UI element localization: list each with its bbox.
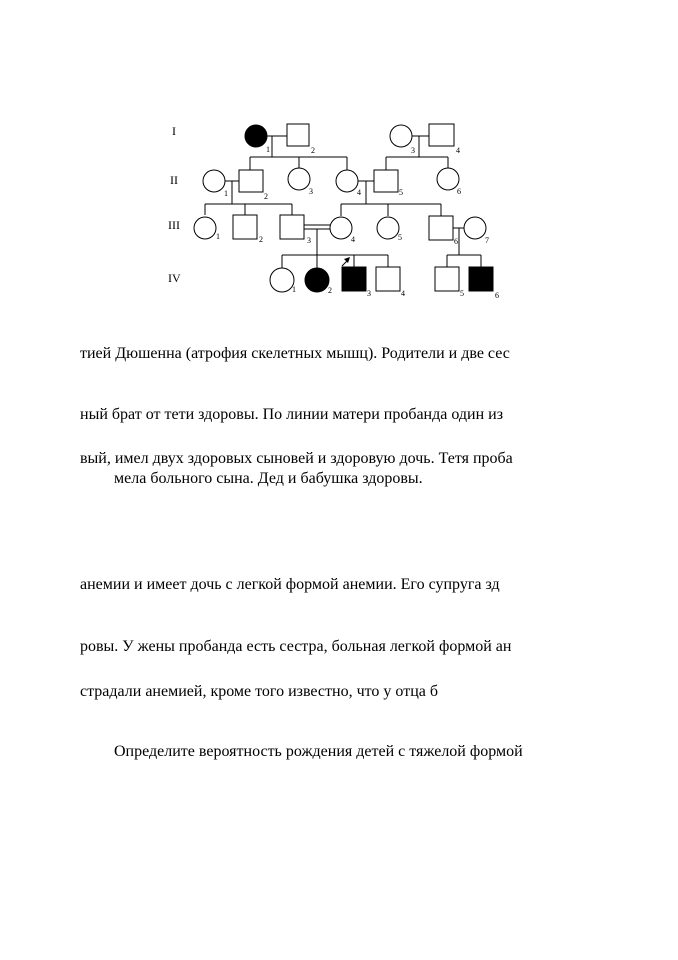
individual-II-5-male bbox=[374, 170, 398, 192]
number-II-1: 1 bbox=[224, 189, 228, 198]
number-I-3: 3 bbox=[411, 146, 415, 155]
individual-III-3-male bbox=[280, 215, 304, 239]
text-line-1: тией Дюшенна (атрофия скелетных мышц). Родители и две сес bbox=[80, 345, 510, 362]
number-IV-3: 3 bbox=[367, 289, 371, 298]
individual-I-3-female bbox=[390, 125, 412, 147]
number-III-2: 2 bbox=[259, 235, 263, 244]
number-II-3: 3 bbox=[309, 187, 313, 196]
number-II-2: 2 bbox=[264, 192, 268, 201]
text-line-7: страдали анемией, кроме того известно, что у отца б bbox=[80, 683, 438, 700]
number-IV-2: 2 bbox=[328, 286, 332, 295]
individual-III-1-female bbox=[194, 217, 216, 239]
individual-IV-6-affected-male bbox=[469, 267, 493, 291]
number-III-4: 4 bbox=[351, 235, 355, 244]
number-II-5: 5 bbox=[399, 188, 403, 197]
proband-arrowhead bbox=[344, 257, 350, 263]
individual-II-6-female bbox=[437, 168, 459, 190]
text-line-5: анемии и имеет дочь с легкой формой анемии. Его супруга зд bbox=[80, 576, 500, 593]
individual-I-4-male bbox=[429, 124, 454, 146]
number-II-6: 6 bbox=[457, 187, 461, 196]
text-line-6: ровы. У жены пробанда есть сестра, больная легкой формой ан bbox=[80, 638, 512, 655]
number-II-4: 4 bbox=[357, 188, 361, 197]
number-I-2: 2 bbox=[311, 146, 315, 155]
individual-II-2-male bbox=[239, 170, 263, 192]
text-line-8: Определите вероятность рождения детей с тяжелой формой bbox=[114, 743, 523, 760]
number-I-1: 1 bbox=[266, 145, 270, 154]
generation-label-II: II bbox=[170, 173, 178, 187]
number-IV-5: 5 bbox=[460, 289, 464, 298]
individual-III-6-male bbox=[429, 216, 453, 240]
individual-III-4-female bbox=[330, 217, 352, 239]
individual-I-2-male bbox=[287, 124, 309, 146]
text-line-3: вый, имел двух здоровых сыновей и здоровую дочь. Тетя проба bbox=[80, 450, 513, 467]
number-I-4: 4 bbox=[456, 146, 460, 155]
number-IV-6: 6 bbox=[495, 291, 499, 300]
individual-IV-3-affected-male-proband bbox=[342, 267, 366, 291]
number-III-6: 6 bbox=[454, 237, 458, 246]
generation-label-IV: IV bbox=[168, 271, 181, 285]
individual-III-7-female bbox=[464, 217, 486, 239]
individual-II-3-female bbox=[288, 168, 310, 190]
individual-III-5-female bbox=[377, 217, 399, 239]
text-line-4: мела больного сына. Дед и бабушка здоровы. bbox=[114, 470, 423, 487]
number-IV-4: 4 bbox=[401, 289, 405, 298]
number-III-1: 1 bbox=[216, 232, 220, 241]
generation-label-III: III bbox=[168, 218, 180, 232]
individual-IV-4-male bbox=[376, 267, 400, 291]
individual-I-1-affected-female bbox=[245, 125, 267, 147]
individual-II-1-female bbox=[203, 170, 225, 192]
individual-IV-1-female bbox=[270, 268, 294, 292]
number-III-3: 3 bbox=[307, 236, 311, 245]
number-IV-1: 1 bbox=[292, 285, 296, 294]
individual-II-4-female bbox=[336, 170, 358, 192]
number-III-7: 7 bbox=[485, 236, 489, 245]
text-line-2: ный брат от тети здоровы. По линии матери пробанда один из bbox=[80, 406, 504, 423]
individual-IV-2-affected-female bbox=[305, 268, 329, 292]
pedigree-chart bbox=[0, 0, 678, 320]
individual-III-2-male bbox=[233, 215, 257, 239]
number-III-5: 5 bbox=[398, 233, 402, 242]
generation-label-I: I bbox=[172, 124, 176, 138]
individual-IV-5-male bbox=[435, 267, 459, 291]
